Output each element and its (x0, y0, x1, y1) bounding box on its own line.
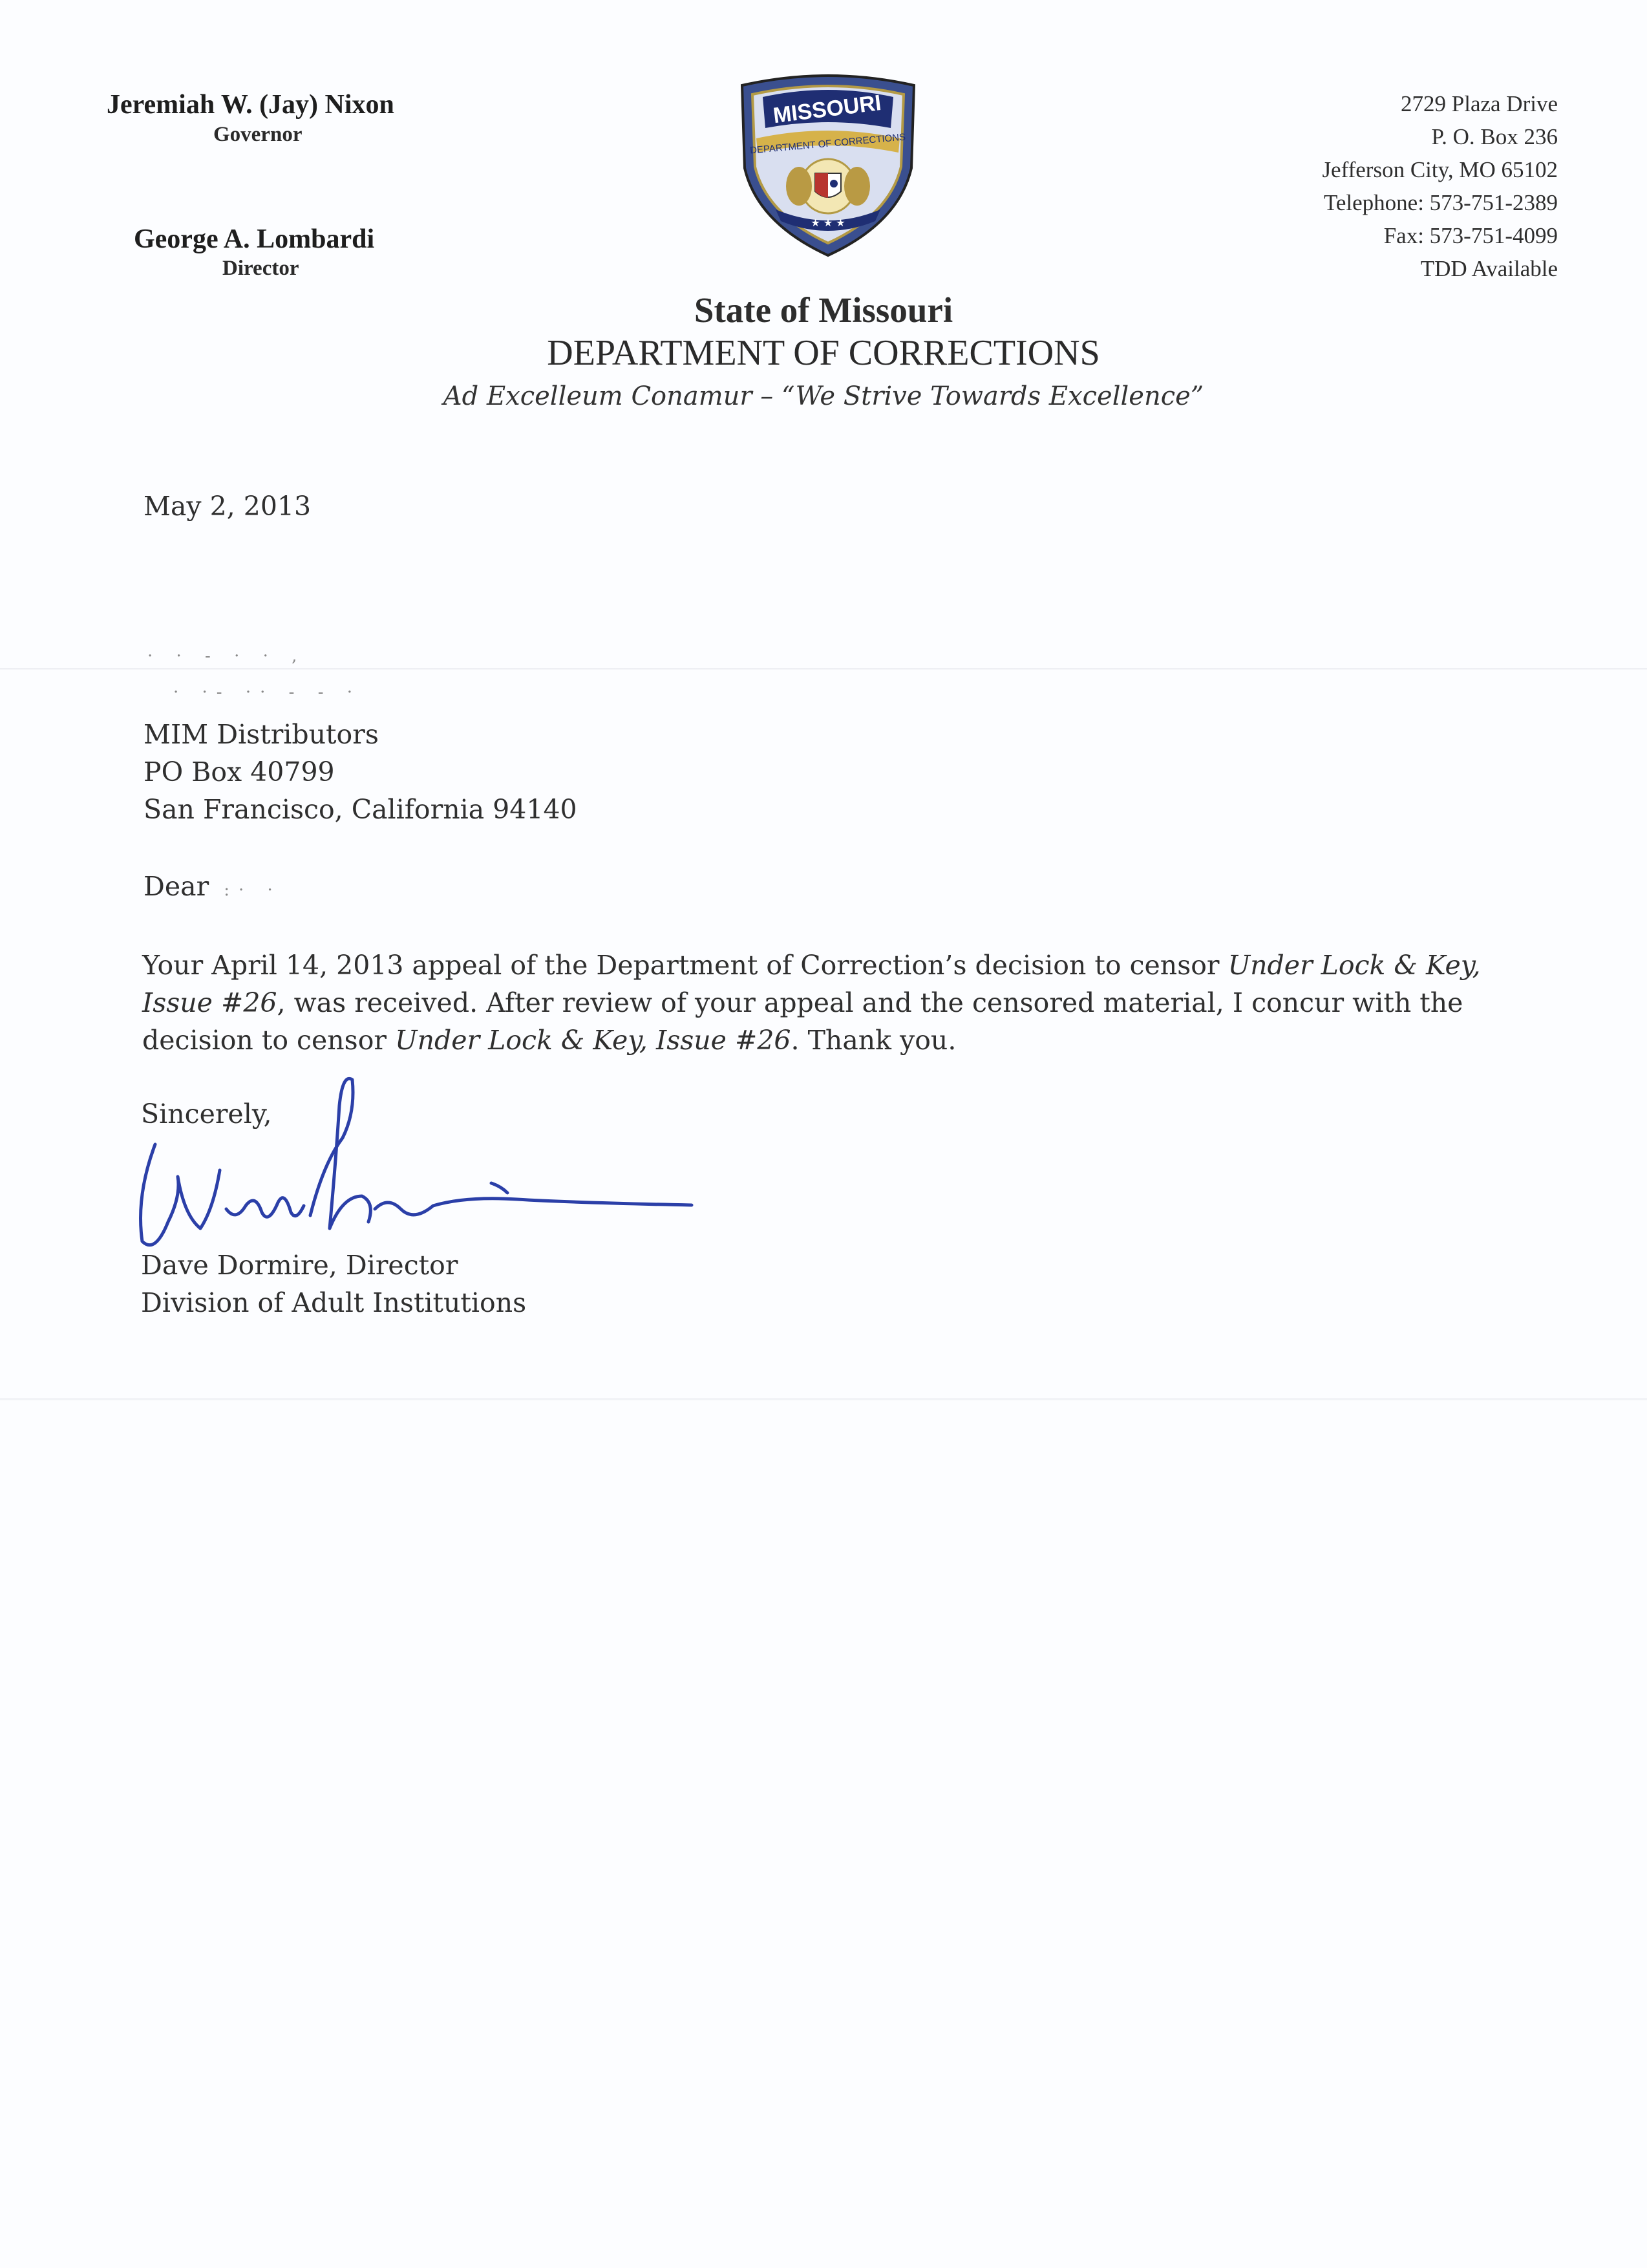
seal-band-text: DEPARTMENT OF CORRECTIONS (749, 131, 906, 156)
governor-title: Governor (213, 123, 303, 146)
body-line: decision to censor Under Lock & Key, Issue #26. Thank you. (142, 1025, 957, 1056)
signer-division: Division of Adult Institutions (141, 1287, 527, 1318)
recipient-line: PO Box 40799 (143, 756, 335, 787)
svg-text:★ ★ ★: ★ ★ ★ (811, 217, 845, 229)
department-name: DEPARTMENT OF CORRECTIONS (547, 333, 1100, 373)
fax-line: Fax: 573-751-4099 (1383, 223, 1558, 248)
signer-name: Dave Dormire, Director (141, 1250, 458, 1281)
redacted-salutation-name: :· · (224, 881, 282, 900)
recipient-address (143, 716, 577, 828)
address-line: Jefferson City, MO 65102 (1322, 157, 1558, 182)
director-title: Director (222, 257, 299, 280)
address-line: P. O. Box 236 (1431, 124, 1558, 149)
closing: Sincerely, (141, 1098, 272, 1129)
body-line: Your April 14, 2013 appeal of the Department of Correction’s decision to censor Under Lock & Key, (142, 950, 1481, 981)
redacted-recipient-name: · · ‐ · · , (147, 647, 306, 666)
paper-fold (0, 668, 1647, 670)
recipient-line: San Francisco, California 94140 (143, 794, 577, 825)
letter-body (142, 947, 1480, 1059)
recipient-line: MIM Distributors (143, 719, 379, 750)
address-line: 2729 Plaza Drive (1401, 91, 1558, 116)
signer-block (141, 1246, 526, 1321)
salutation-text: Dear (143, 871, 209, 902)
handwritten-signature (129, 1067, 711, 1261)
state-name: State of Missouri (694, 290, 953, 330)
body-line: Issue #26, was received. After review of your appeal and the censored material, I concur with the (142, 987, 1463, 1018)
telephone-line: Telephone: 573-751-2389 (1323, 190, 1558, 215)
letter-date: May 2, 2013 (143, 491, 312, 522)
seal-title-text: MISSOURI (771, 90, 883, 129)
tdd-line: TDD Available (1420, 256, 1558, 281)
redacted-recipient-line: · ·‐ ·· ‐ ‐ · (173, 683, 362, 702)
department-address (1322, 87, 1558, 285)
director-name: George A. Lombardi (134, 224, 375, 254)
governor-name: Jeremiah W. (Jay) Nixon (107, 90, 394, 120)
salutation (143, 868, 282, 909)
department-seal-logo (737, 71, 919, 259)
paper-fold (0, 1398, 1647, 1400)
department-motto: Ad Excelleum Conamur – “We Strive Towards Excellence” (443, 381, 1204, 411)
